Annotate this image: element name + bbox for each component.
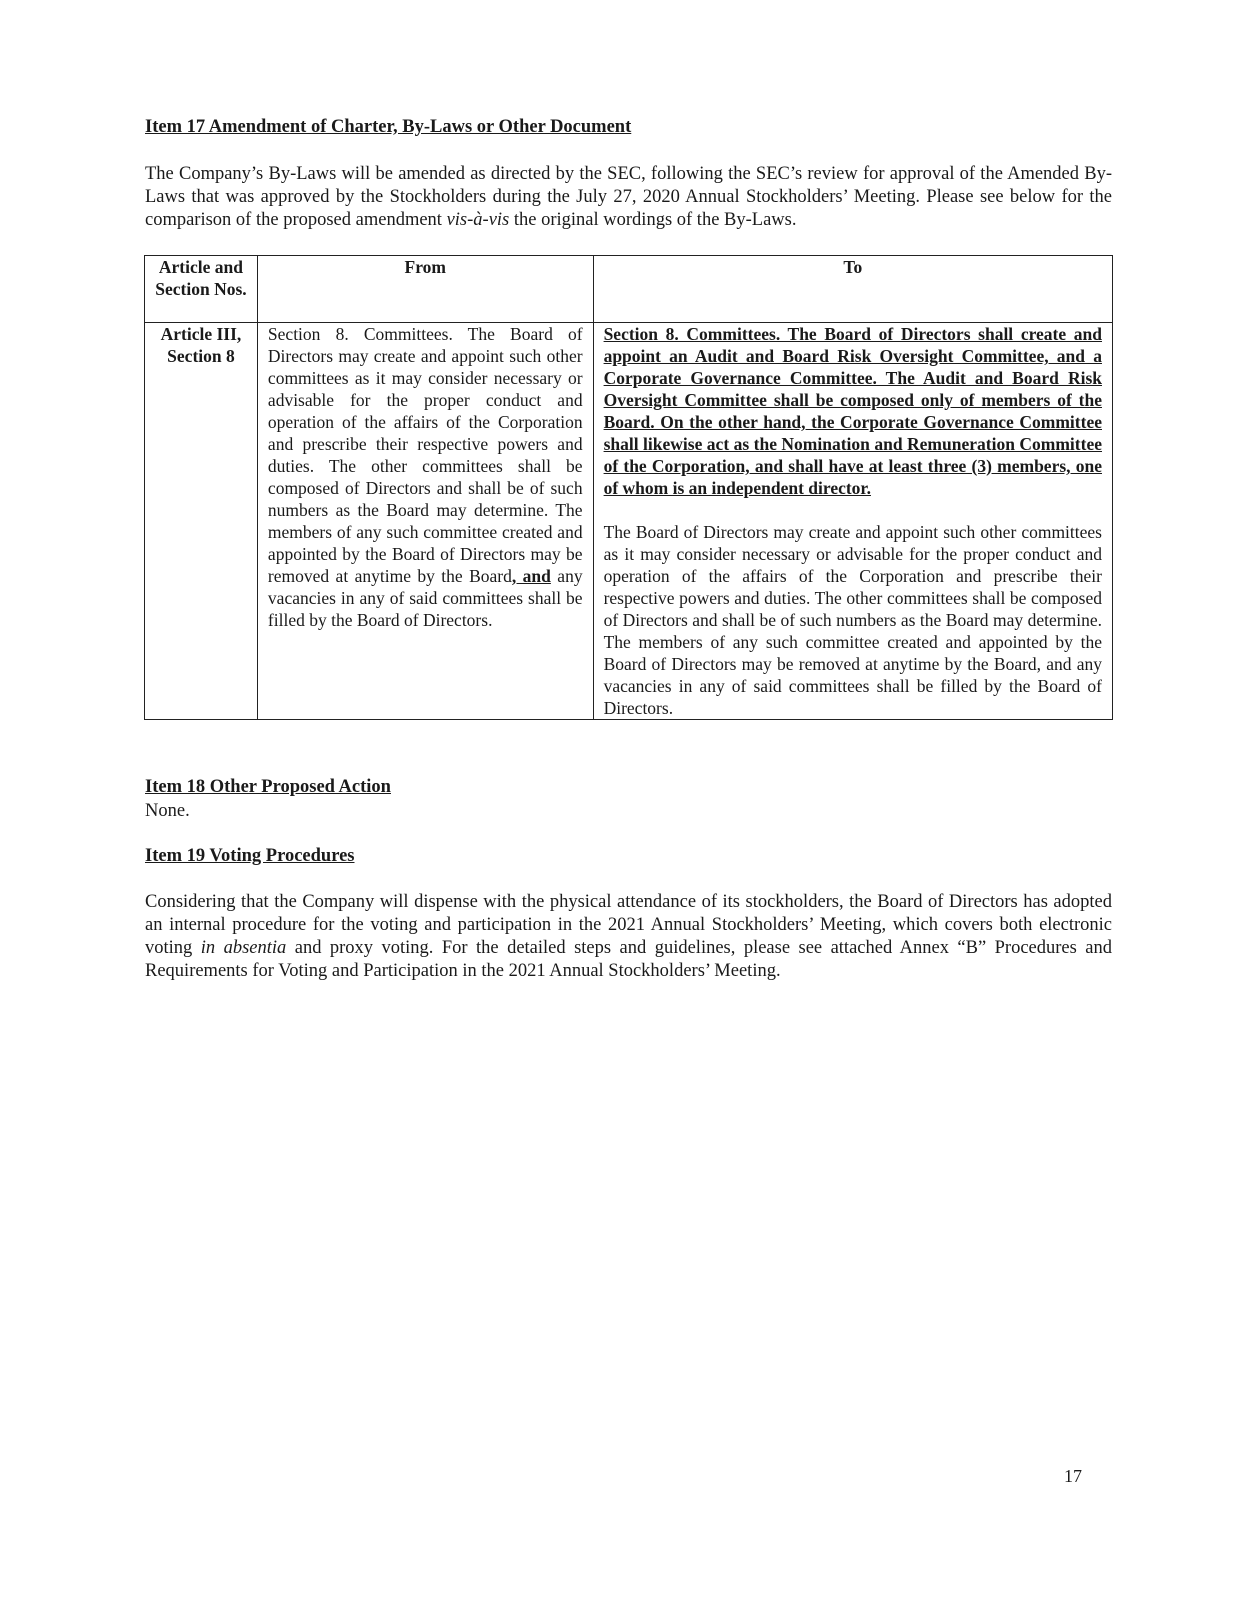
article-section-cell: Article III, Section 8 — [145, 323, 258, 720]
header-article-section: Article and Section Nos. — [145, 256, 258, 323]
page-number: 17 — [1064, 1466, 1082, 1486]
item-19-text-a: Considering that the Company will dispense with the physical attendance of its stockholders, the Board of Directors has adopted an internal procedure for the voting and participation in the 2021 Annual Stockholders’ Meeting, which covers both electronic voting — [145, 892, 1112, 958]
from-text-b: any vacancies in any of said committees shall be filled by the Board of Directors. — [267, 566, 583, 630]
item-19-italic: in absentia — [200, 938, 287, 958]
item-19-text-b: and proxy voting. For the detailed steps and guidelines, please see attached Annex “B” Procedures and Requirements for Voting and Participation in the 2021 Annual Stockholders’ Meeting. — [145, 938, 1112, 981]
item-19-heading: Item 19 Voting Procedures — [145, 846, 355, 866]
from-emphasis: , and — [511, 566, 551, 586]
header-to: To — [593, 256, 1112, 323]
item-17-intro-text-b: the original wordings of the By-Laws. — [509, 210, 797, 230]
from-text-a: Section 8. Committees. The Board of Directors may create and appoint such other committees as it may consider necessary or advisable for the proper conduct and operation of the affairs of the Corporation and prescribe their respective powers and duties. The other committees shall be composed of Directors and shall be of such numbers as the Board may determine. The members of any such committee created and appointed by the Board of Directors may be removed at anytime by the Board — [267, 324, 583, 586]
item-17-intro-text-a: The Company’s By-Laws will be amended as directed by the SEC, following the SEC’s review for approval of the Amended By-Laws that was approved by the Stockholders during the July 27, 2020 Annual Stockholders’ Meeting. Please see below for the comparison of the proposed amendment — [145, 164, 1112, 230]
table-row — [145, 323, 1113, 720]
item-17-intro — [145, 163, 1112, 232]
to-amended-text: Section 8. Committees. The Board of Directors shall create and appoint an Audit and Board Risk Oversight Committee, and a Corporate Governance Committee. The Audit and Board Risk Oversight Committee shall be composed only of members of the Board. On the other hand, the Corporate Governance Committee shall likewise act as the Nomination and Remuneration Committee of the Corporation, and shall have at least three (3) members, one of whom is an independent director. — [603, 324, 1102, 498]
item-18-body: None. — [145, 801, 190, 821]
item-18-heading: Item 18 Other Proposed Action — [145, 777, 391, 797]
from-cell — [257, 323, 593, 720]
header-from: From — [257, 256, 593, 323]
to-spacer — [604, 499, 1102, 521]
to-cell — [593, 323, 1112, 720]
bylaws-comparison-table — [144, 255, 1113, 720]
to-original-text: The Board of Directors may create and appoint such other committees as it may consider necessary or advisable for the proper conduct and operation of the affairs of the Corporation and prescribe their respective powers and duties. The other committees shall be composed of Directors and shall be of such numbers as the Board may determine. The members of any such committee created and appointed by the Board of Directors may be removed at anytime by the Board, and any vacancies in any of said committees shall be filled by the Board of Directors. — [603, 522, 1102, 718]
item-17-heading: Item 17 Amendment of Charter, By-Laws or Other Document — [145, 117, 632, 137]
table-header-row — [145, 256, 1113, 323]
item-19-body — [145, 891, 1112, 983]
item-17-intro-italic: vis-à-vis — [446, 210, 510, 230]
